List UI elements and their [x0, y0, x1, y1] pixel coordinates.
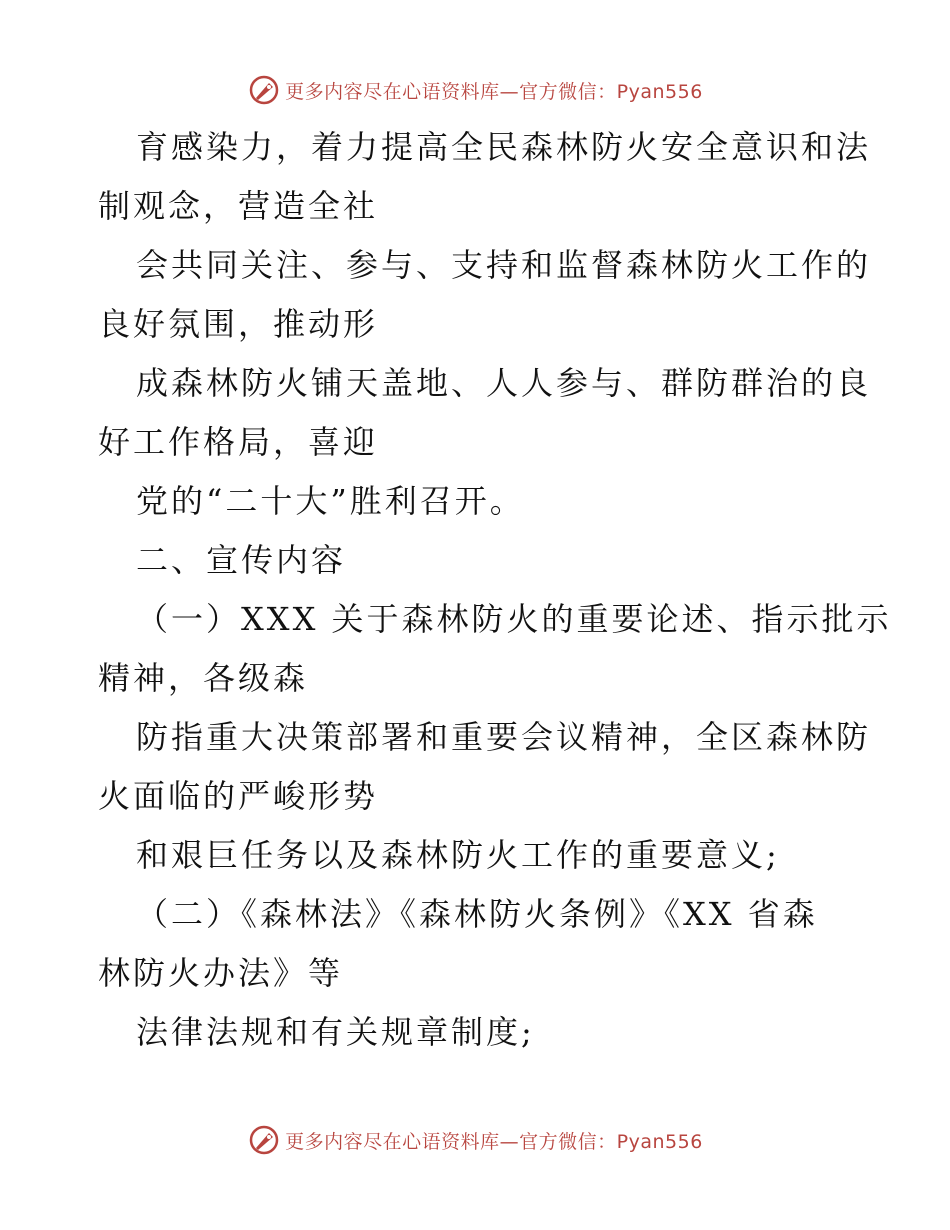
paragraph: [98, 708, 872, 826]
paragraph: [98, 1003, 858, 1062]
paragraph: [98, 885, 858, 1003]
paragraph: [98, 472, 858, 531]
paragraph: [98, 236, 872, 354]
paragraph-line: 党的“二十大”胜利召开。: [136, 482, 525, 520]
paragraph-line: 精神，各级森: [98, 659, 309, 697]
paragraph-line: 法律法规和有关规章制度;: [136, 1013, 535, 1051]
pen-nib-logo-icon: [247, 73, 281, 107]
paragraph-line: 良好氛围，推动形: [98, 305, 379, 343]
paragraph-line: 林防火办法》等: [98, 954, 344, 992]
paragraph-line: 防指重大决策部署和重要会议精神，全区森林防: [136, 718, 872, 756]
paragraph-line: 火面临的严峻形势: [98, 777, 379, 815]
paragraph-line: 成森林防火铺天盖地、人人参与、群防群治的良: [136, 364, 872, 402]
paragraph: [98, 354, 872, 472]
paragraph: [98, 118, 872, 236]
section-heading: [98, 531, 858, 590]
paragraph-line: 育感染力，着力提高全民森林防火安全意识和法: [136, 128, 872, 166]
section-heading-text: 二、宣传内容: [136, 541, 347, 579]
footer-banner-text: 更多内容尽在心语资料库—官方微信：Pyan556: [285, 1130, 703, 1153]
paragraph-line: 好工作格局，喜迎: [98, 423, 379, 461]
paragraph: [98, 826, 858, 885]
paragraph-line: 和艰巨任务以及森林防火工作的重要意义;: [136, 836, 780, 874]
footer-banner: [0, 1120, 950, 1160]
paragraph-line: （二）《森林法》《森林防火条例》《XX 省森: [136, 895, 818, 933]
paragraph-line: 制观念，营造全社: [98, 187, 379, 225]
document-body: [98, 118, 892, 1062]
paragraph: [98, 590, 892, 708]
header-banner-text: 更多内容尽在心语资料库—官方微信：Pyan556: [285, 80, 703, 103]
header-banner: [0, 70, 950, 110]
paragraph-line: （一）XXX 关于森林防火的重要论述、指示批示: [136, 600, 892, 638]
paragraph-line: 会共同关注、参与、支持和监督森林防火工作的: [136, 246, 872, 284]
pen-nib-logo-icon: [247, 1123, 281, 1157]
